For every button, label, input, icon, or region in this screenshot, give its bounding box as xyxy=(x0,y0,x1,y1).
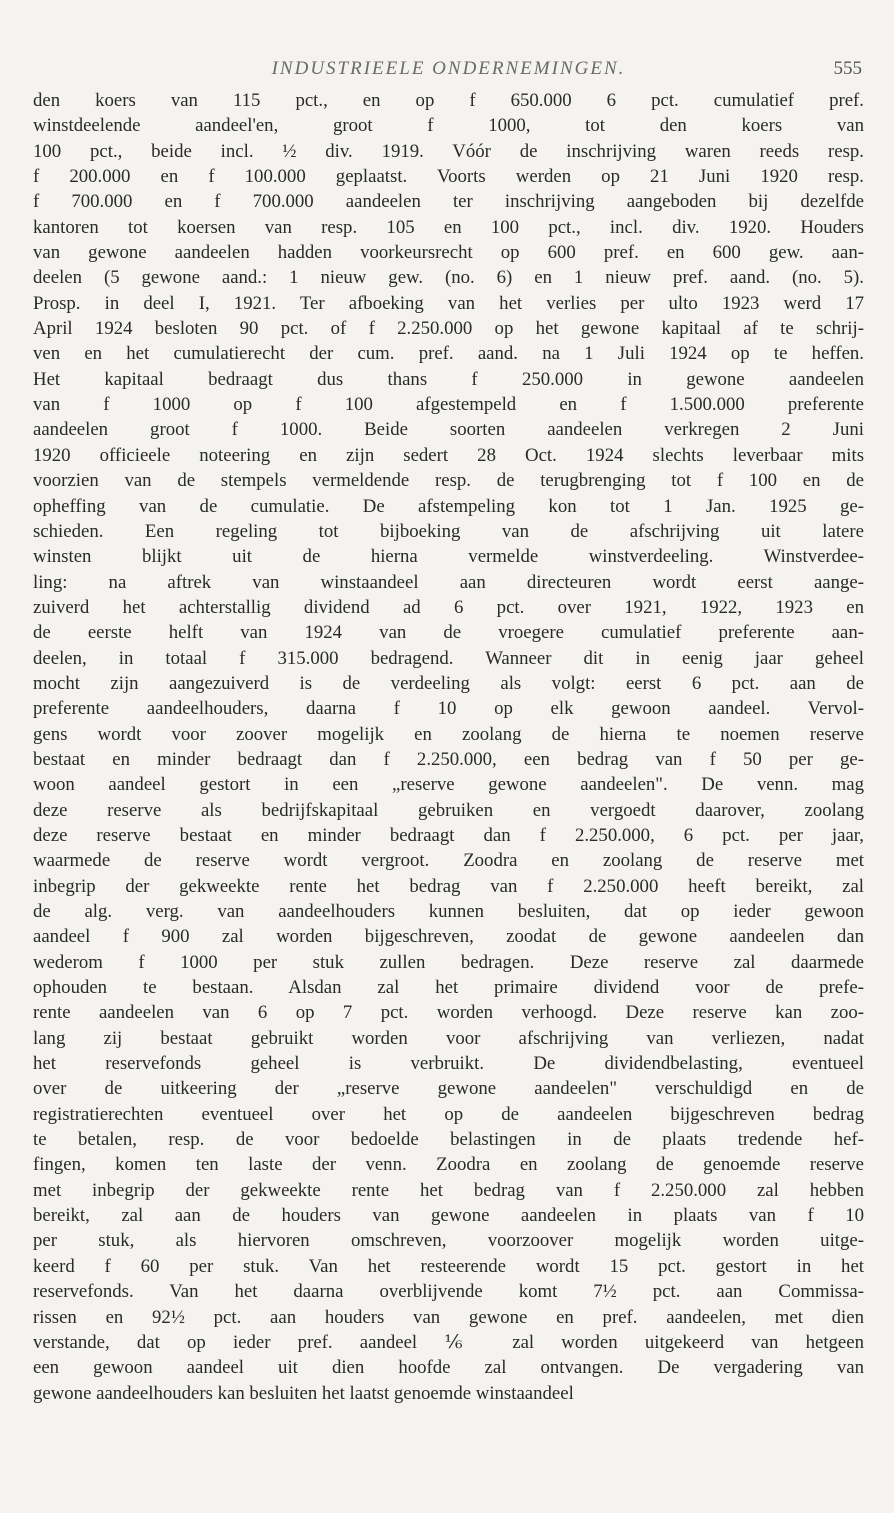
text-line: inbegrip der gekweekte rente het bedrag van f 2.250.000 heeft bereikt, zal xyxy=(33,875,864,897)
text-line: ven en het cumulatierecht der cum. pref. aand. na 1 Juli 1924 op te heffen. xyxy=(33,343,864,365)
text-line: aandeelen groot f 1000. Beide soorten aandeelen verkregen 2 Juni xyxy=(33,419,864,441)
text-line: gewone aandeelhouders kan besluiten het laatst genoemde winstaandeel xyxy=(33,1382,574,1404)
text-line: gens wordt voor zoover mogelijk en zoolang de hierna te noemen reserve xyxy=(33,723,864,745)
text-line: over de uitkeering der „reserve gewone aandeelen" verschuldigd en de xyxy=(33,1078,864,1100)
text-line: reservefonds. Van het daarna overblijvende komt 7½ pct. aan Commissa- xyxy=(33,1281,864,1303)
text-line: deelen (5 gewone aand.: 1 nieuw gew. (no. 6) en 1 nieuw pref. aand. (no. 5). xyxy=(33,267,864,289)
text-line: verstande, dat op ieder pref. aandeel ⅙ zal worden uitgekeerd van hetgeen xyxy=(33,1331,864,1353)
page-number: 555 xyxy=(833,58,862,79)
text-line: aandeel f 900 zal worden bijgeschreven, zoodat de gewone aandeelen dan xyxy=(33,926,864,948)
running-head: INDUSTRIEELE ONDERNEMINGEN. xyxy=(271,58,626,79)
text-line: den koers van 115 pct., en op f 650.000 6 pct. cumulatief pref. xyxy=(33,90,864,111)
text-line: per stuk, als hiervoren omschreven, voorzoover mogelijk worden uitge- xyxy=(33,1230,864,1252)
text-line: schieden. Een regeling tot bijboeking van de afschrijving uit latere xyxy=(33,520,864,542)
text-line: keerd f 60 per stuk. Van het resteerende wordt 15 pct. gestort in het xyxy=(33,1255,864,1277)
text-line: mocht zijn aangezuiverd is de verdeeling als volgt: eerst 6 pct. aan de xyxy=(33,672,864,694)
text-line: registratierechten eventueel over het op de aandeelen bijgeschreven bedrag xyxy=(33,1103,864,1125)
text-line: ophouden te bestaan. Alsdan zal het primaire dividend voor de prefe- xyxy=(33,977,864,999)
text-line: rissen en 92½ pct. aan houders van gewone en pref. aandeelen, met dien xyxy=(33,1306,864,1328)
text-line: opheffing van de cumulatie. De afstempeling kon tot 1 Jan. 1925 ge- xyxy=(33,495,864,517)
text-line: April 1924 besloten 90 pct. of f 2.250.000 op het gewone kapitaal af te schrij- xyxy=(33,318,864,340)
text-line: winsten blijkt uit de hierna vermelde winstverdeeling. Winstverdee- xyxy=(33,546,864,568)
text-line: rente aandeelen van 6 op 7 pct. worden verhoogd. Deze reserve kan zoo- xyxy=(33,1002,864,1024)
text-line: van gewone aandeelen hadden voorkeursrecht op 600 pref. en 600 gew. aan- xyxy=(33,242,864,264)
text-line: het reservefonds geheel is verbruikt. De dividendbelasting, eventueel xyxy=(33,1053,864,1075)
text-line: f 200.000 en f 100.000 geplaatst. Voorts werden op 21 Juni 1920 resp. xyxy=(33,166,864,188)
text-line: de eerste helft van 1924 van de vroegere cumulatief preferente aan- xyxy=(33,622,864,644)
text-line: deze reserve bestaat en minder bedraagt dan f 2.250.000, 6 pct. per jaar, xyxy=(33,824,864,846)
text-line: bestaat en minder bedraagt dan f 2.250.000, een bedrag van f 50 per ge- xyxy=(33,748,864,770)
text-line: kantoren tot koersen van resp. 105 en 100 pct., incl. div. 1920. Houders xyxy=(33,216,864,238)
text-line: 100 pct., beide incl. ½ div. 1919. Vóór de inschrijving waren reeds resp. xyxy=(33,140,864,162)
text-line: fingen, komen ten laste der venn. Zoodra en zoolang de genoemde reserve xyxy=(33,1154,864,1176)
text-line: winstdeelende aandeel'en, groot f 1000, tot den koers van xyxy=(33,115,864,137)
text-line: deze reserve als bedrijfskapitaal gebruiken en vergoedt daarover, zoolang xyxy=(33,799,864,821)
text-line: voorzien van de stempels vermeldende resp. de terugbrenging tot f 100 en de xyxy=(33,470,864,492)
text-line: bereikt, zal aan de houders van gewone aandeelen in plaats van f 10 xyxy=(33,1205,864,1227)
text-line: zuiverd het achterstallig dividend ad 6 pct. over 1921, 1922, 1923 en xyxy=(33,596,864,618)
text-line: lang zij bestaat gebruikt worden voor afschrijving van verliezen, nadat xyxy=(33,1027,864,1049)
text-line: waarmede de reserve wordt vergroot. Zoodra en zoolang de reserve met xyxy=(33,850,864,872)
text-line: de alg. verg. van aandeelhouders kunnen besluiten, dat op ieder gewoon xyxy=(33,901,864,922)
text-line: 1920 officieele noteering en zijn sedert 28 Oct. 1924 slechts leverbaar mits xyxy=(33,444,864,466)
page-header xyxy=(33,58,864,82)
text-line: f 700.000 en f 700.000 aandeelen ter inschrijving aangeboden bij dezelfde xyxy=(33,191,864,213)
body-text xyxy=(33,88,864,1406)
text-line: deelen, in totaal f 315.000 bedragend. Wanneer dit in eenig jaar geheel xyxy=(33,647,864,669)
text-line: van f 1000 op f 100 afgestempeld en f 1.500.000 preferente xyxy=(33,394,864,416)
text-line: ling: na aftrek van winstaandeel aan directeuren wordt eerst aange- xyxy=(33,571,864,593)
text-line: wederom f 1000 per stuk zullen bedragen. Deze reserve zal daarmede xyxy=(33,951,864,973)
text-line: Prosp. in deel I, 1921. Ter afboeking van het verlies per ulto 1923 werd 17 xyxy=(33,292,864,314)
text-line: een gewoon aandeel uit dien hoofde zal ontvangen. De vergadering van xyxy=(33,1357,864,1379)
text-line: preferente aandeelhouders, daarna f 10 op elk gewoon aandeel. Vervol- xyxy=(33,698,864,720)
text-line: met inbegrip der gekweekte rente het bedrag van f 2.250.000 zal hebben xyxy=(33,1179,864,1201)
text-line: Het kapitaal bedraagt dus thans f 250.000 in gewone aandeelen xyxy=(33,368,864,390)
text-line: woon aandeel gestort in een „reserve gewone aandeelen". De venn. mag xyxy=(33,774,864,796)
text-line: te betalen, resp. de voor bedoelde belastingen in de plaats tredende hef- xyxy=(33,1129,864,1151)
